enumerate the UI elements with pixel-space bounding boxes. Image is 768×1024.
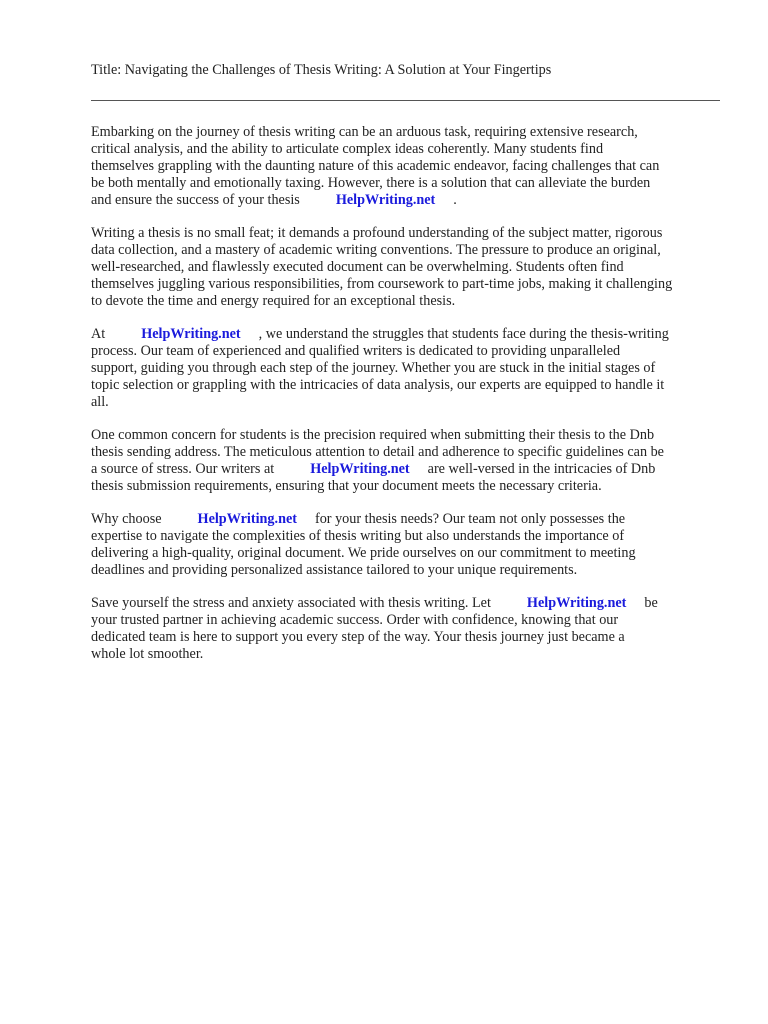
text-line: topic selection or grappling with the intricacies of data analysis, our experts are equipped to handle it xyxy=(91,377,665,393)
text-line: be both mentally and emotionally taxing. However, there is a solution that can alleviate the burden xyxy=(91,175,651,191)
text-line: Embarking on the journey of thesis writing can be an arduous task, requiring extensive research, xyxy=(91,124,638,140)
helpwriting-link[interactable]: HelpWriting.net xyxy=(197,511,297,527)
text-line xyxy=(91,511,731,528)
paragraph-support xyxy=(91,326,731,411)
paragraph-closing xyxy=(91,595,731,663)
text-segment: and ensure the success of your thesis xyxy=(91,192,300,208)
paragraph-precision xyxy=(91,427,731,495)
text-line: themselves grappling with the daunting nature of this academic endeavor, facing challenges that can xyxy=(91,158,660,174)
text-segment: for your thesis needs? Our team not only possesses the xyxy=(314,511,626,527)
text-line: dedicated team is here to support you every step of the way. Your thesis journey just became a xyxy=(91,629,625,645)
title-divider xyxy=(91,100,720,101)
text-line: delivering a high-quality, original document. We pride ourselves on our commitment to meeting xyxy=(91,545,636,561)
text-line xyxy=(91,192,731,209)
text-line: process. Our team of experienced and qualified writers is dedicated to providing unparalleled xyxy=(91,343,621,359)
text-line: critical analysis, and the ability to articulate complex ideas coherently. Many students find xyxy=(91,141,604,157)
text-line: Writing a thesis is no small feat; it demands a profound understanding of the subject matter, rigorous xyxy=(91,225,663,241)
text-line: data collection, and a mastery of academic writing conventions. The pressure to produce an original, xyxy=(91,242,661,258)
text-segment: , we understand the struggles that students face during the thesis-writing xyxy=(258,326,669,342)
text-line xyxy=(91,461,731,478)
text-line: One common concern for students is the precision required when submitting their thesis to the Dnb xyxy=(91,427,655,443)
paragraph-challenge xyxy=(91,225,731,310)
helpwriting-link[interactable]: HelpWriting.net xyxy=(141,326,241,342)
text-line: themselves juggling various responsibilities, from coursework to part-time jobs, making it challenging xyxy=(91,276,673,292)
text-line: expertise to navigate the complexities of thesis writing but also understands the importance of xyxy=(91,528,625,544)
text-line xyxy=(91,326,731,343)
text-line: thesis submission requirements, ensuring that your document meets the necessary criteria. xyxy=(91,478,602,494)
text-segment: be xyxy=(644,595,658,611)
text-line: thesis sending address. The meticulous attention to detail and adherence to specific guidelines can be xyxy=(91,444,664,460)
helpwriting-link[interactable]: HelpWriting.net xyxy=(335,192,436,208)
text-line: all. xyxy=(91,394,109,410)
text-line xyxy=(91,595,731,612)
text-line: whole lot smoother. xyxy=(91,646,204,662)
text-segment: Why choose xyxy=(91,511,162,527)
text-line: to devote the time and energy required for an exceptional thesis. xyxy=(91,293,456,309)
text-segment: are well-versed in the intricacies of Dnb xyxy=(427,461,656,477)
text-line: well-researched, and flawlessly executed document can be overwhelming. Students often find xyxy=(91,259,624,275)
paragraph-why-choose xyxy=(91,511,731,579)
helpwriting-link[interactable]: HelpWriting.net xyxy=(526,595,627,611)
document-title: Title: Navigating the Challenges of Thesis Writing: A Solution at Your Fingertips xyxy=(91,62,552,78)
text-segment: a source of stress. Our writers at xyxy=(91,461,275,477)
text-line: your trusted partner in achieving academic success. Order with confidence, knowing that our xyxy=(91,612,619,628)
text-segment: . xyxy=(453,192,457,208)
text-segment: Save yourself the stress and anxiety associated with thesis writing. Let xyxy=(91,595,491,611)
text-line: deadlines and providing personalized assistance tailored to your unique requirements. xyxy=(91,562,578,578)
text-segment: At xyxy=(91,326,106,342)
helpwriting-link[interactable]: HelpWriting.net xyxy=(310,461,410,477)
text-line: support, guiding you through each step of the journey. Whether you are stuck in the initial stages of xyxy=(91,360,656,376)
paragraph-intro xyxy=(91,124,731,209)
document-body xyxy=(91,124,731,679)
